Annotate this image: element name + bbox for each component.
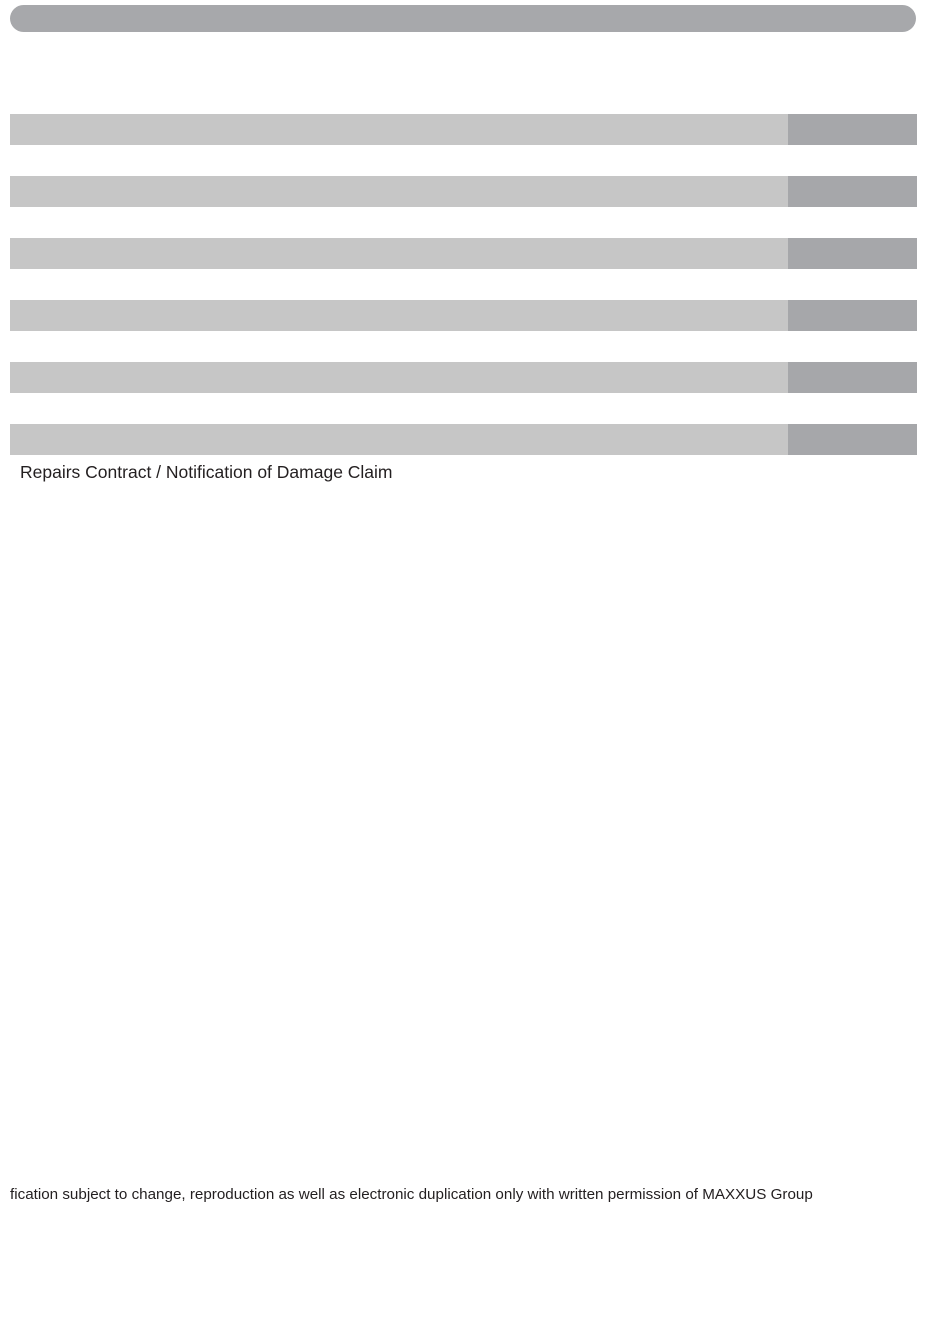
form-row-3 [10,238,917,269]
form-row-4 [10,300,917,331]
form-row-5-main-field[interactable] [10,362,788,393]
form-rows [10,114,917,455]
form-row-6 [10,424,917,455]
form-row-2-side-field[interactable] [788,176,917,207]
form-row-6-side-field[interactable] [788,424,917,455]
form-row-3-side-field[interactable] [788,238,917,269]
form-row-1-main-field[interactable] [10,114,788,145]
form-row-4-side-field[interactable] [788,300,917,331]
footer-copyright-note: fication subject to change, reproduction as well as electronic duplication only with written permission of MAXXUS Group [10,1186,813,1203]
form-row-2 [10,176,917,207]
form-row-5-side-field[interactable] [788,362,917,393]
form-row-5 [10,362,917,393]
form-row-1-side-field[interactable] [788,114,917,145]
form-row-2-main-field[interactable] [10,176,788,207]
form-row-1 [10,114,917,145]
header-bar [10,5,916,32]
form-title: Repairs Contract / Notification of Damage Claim [20,462,393,482]
form-row-4-main-field[interactable] [10,300,788,331]
form-row-3-main-field[interactable] [10,238,788,269]
form-row-6-main-field[interactable] [10,424,788,455]
